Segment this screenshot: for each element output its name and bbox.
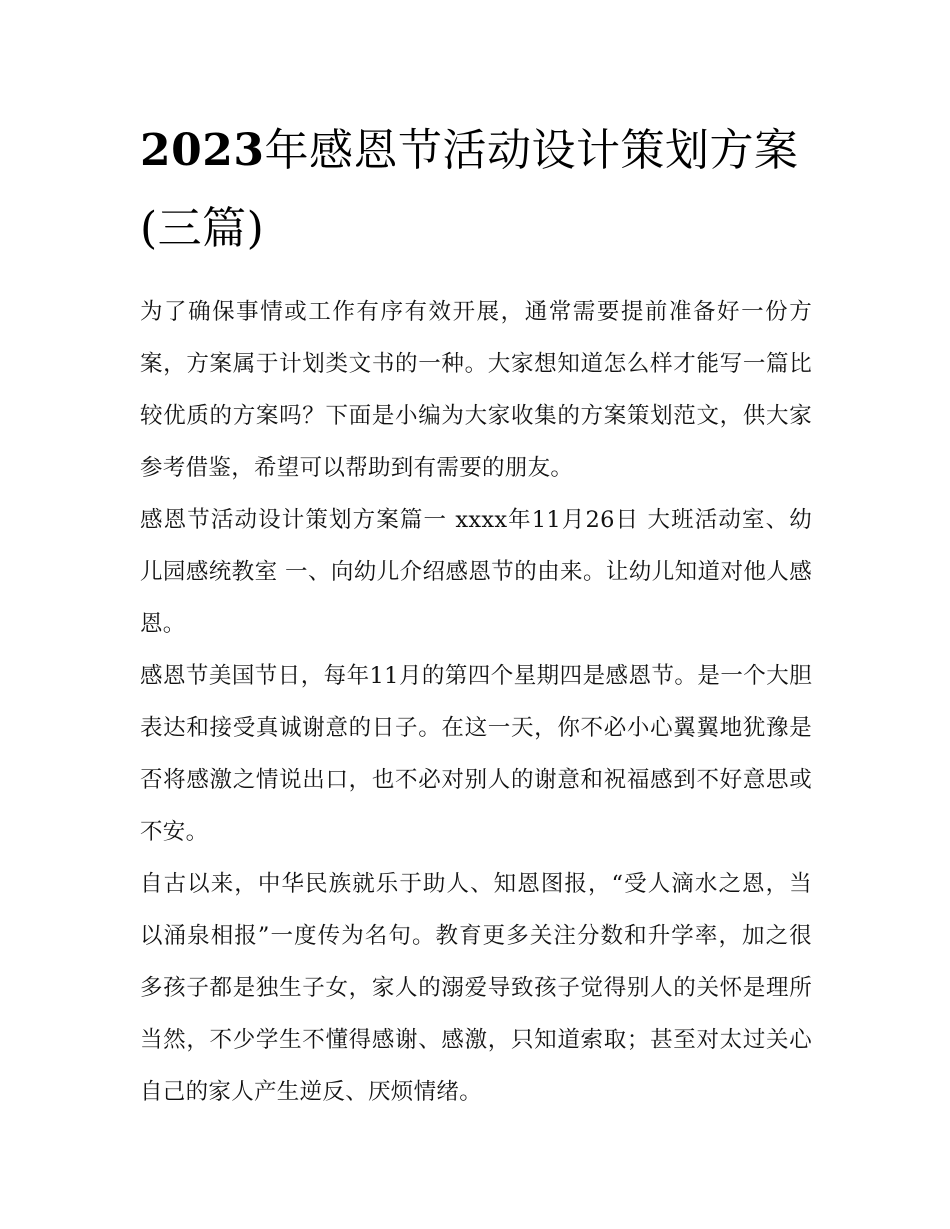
document-title [140, 112, 812, 268]
title-text: 年感恩节活动设计策划方案(三篇) [140, 125, 799, 254]
title-year: 2023 [140, 125, 265, 176]
document-body [140, 286, 812, 1118]
document-page [140, 112, 812, 1118]
intro-paragraph: 为了确保事情或工作有序有效开展，通常需要提前准备好一份方案，方案属于计划类文书的一种。大家想知道怎么样才能写一篇比较优质的方案吗？下面是小编为大家收集的方案策划范文，供大家参考借鉴，希望可以帮助到有需要的朋友。 [140, 299, 812, 481]
gratitude-tradition-paragraph: 自古以来，中华民族就乐于助人、知恩图报，“受人滴水之恩，当以涌泉相报”一度传为名句。教育更多关注分数和升学率，加之很多孩子都是独生子女，家人的溺爱导致孩子觉得别人的关怀是理所当然，不少学生不懂得感谢、感激，只知道索取；甚至对太过关心自己的家人产生逆反、厌烦情绪。 [140, 871, 812, 1105]
section-one-paragraph: 感恩节活动设计策划方案篇一 xxxx年11月26日 大班活动室、幼儿园感统教室 一、向幼儿介绍感恩节的由来。让幼儿知道对他人感恩。 [140, 507, 812, 637]
thanksgiving-origin-paragraph: 感恩节美国节日，每年11月的第四个星期四是感恩节。是一个大胆表达和接受真诚谢意的日子。在这一天，你不必小心翼翼地犹豫是否将感激之情说出口，也不必对别人的谢意和祝福感到不好意思或不安。 [140, 663, 812, 845]
